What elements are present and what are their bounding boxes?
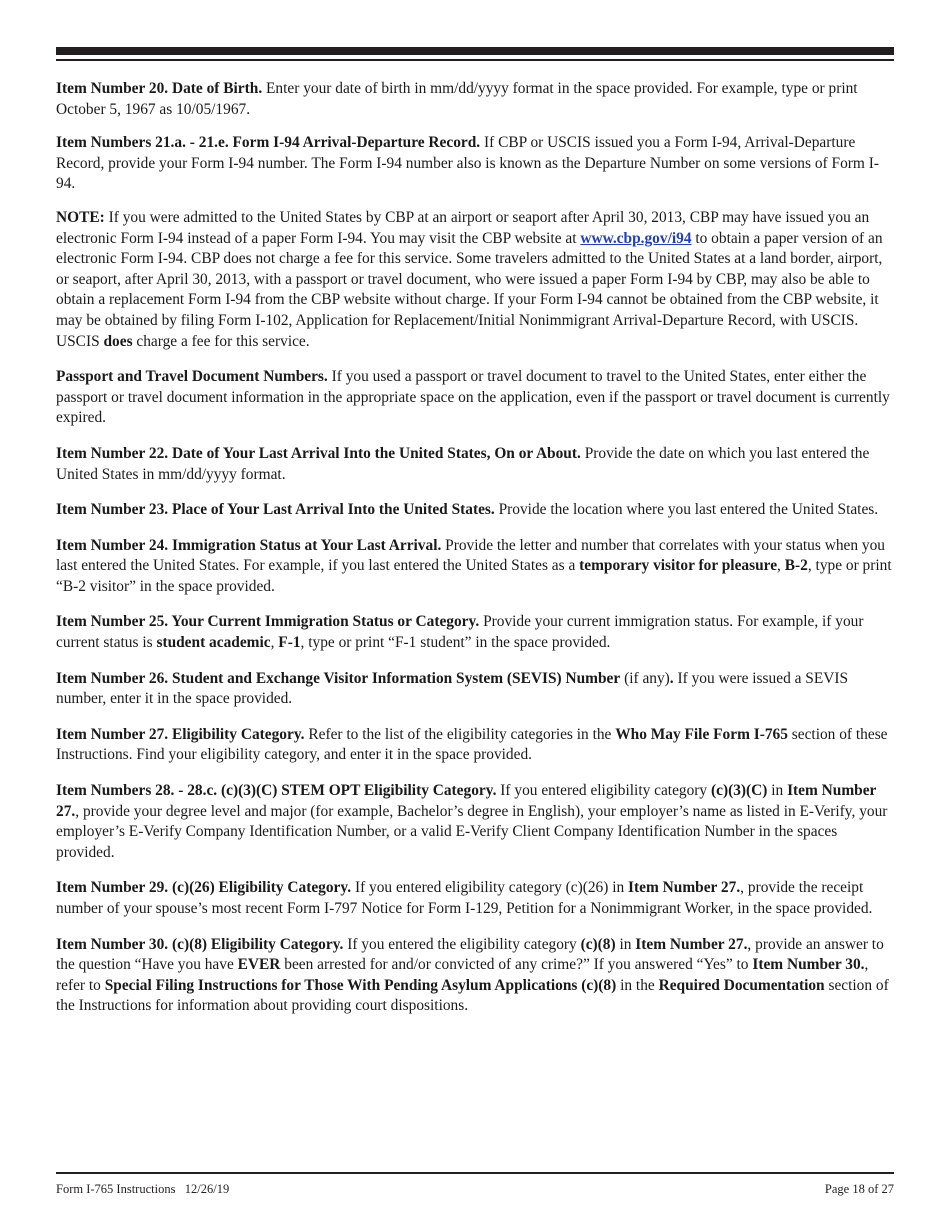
item-21-paragraph: Item Numbers 21.a. - 21.e. Form I-94 Arrival-Departure Record. If CBP or USCIS issued you a Form I-94, Arrival-Departure Record, provide your Form I-94 number. The Form I-94 number also is known as the Departure Number on some versions of Form I-94. [56, 134, 879, 193]
footer-form-edition: Form I-765 Instructions 12/26/19 [56, 1182, 230, 1196]
item-25-heading: Item Number 25. Your Current Immigration Status or Category. [56, 613, 480, 631]
footer-rule [56, 1172, 894, 1174]
passport-heading: Passport and Travel Document Numbers. [56, 368, 328, 386]
document-page [56, 0, 894, 1230]
item-28-heading: Item Numbers 28. - 28.c. (c)(3)(C) STEM OPT Eligibility Category. [56, 782, 497, 800]
item-24-heading: Item Number 24. Immigration Status at Your Last Arrival. [56, 536, 442, 554]
item-29-paragraph: Item Number 29. (c)(26) Eligibility Category. If you entered eligibility category (c)(26) in Item Number 27., provide the receipt number of your spouse’s most recent Form I-797 Notice for Form I-129, Petition for a Nonimmigrant Worker, in the space provided. [56, 879, 873, 917]
page-footer [56, 1182, 894, 1197]
header-rule-thick [56, 47, 894, 55]
item-27-heading: Item Number 27. Eligibility Category. [56, 725, 305, 743]
item-28-paragraph: Item Numbers 28. - 28.c. (c)(3)(C) STEM OPT Eligibility Category. If you entered eligibility category (c)(3)(C) in Item Number 27., provide your degree level and major (for example, Bachelor’s degree in English), your employer’s name as listed in E-Verify, your employer’s E-Verify Company Identification Number, or a valid E-Verify Client Company Identification Number in the spaces provided. [56, 782, 888, 861]
item-23-heading: Item Number 23. Place of Your Last Arrival Into the United States. [56, 501, 495, 519]
item-20-paragraph: Item Number 20. Date of Birth. Enter your date of birth in mm/dd/yyyy format in the space provided. For example, type or print October 5, 1967 as 10/05/1967. [56, 80, 858, 118]
footer-page-number: Page 18 of 27 [824, 1182, 894, 1196]
note-heading: NOTE: [56, 208, 105, 226]
note-paragraph: NOTE: If you were admitted to the United States by CBP at an airport or seaport after April 30, 2013, CBP may have issued you an electronic Form I-94 instead of a paper Form I-94. You may visit the CBP website at www.cbp.gov/i94 to obtain a paper version of an electronic Form I-94. CBP does not charge a fee for this service. Some travelers admitted to the United States at a land border, airport, or seaport, after April 30, 2013, with a passport or travel document, who were issued a paper Form I-94 by CBP, may also be able to obtain a replacement Form I-94 from the CBP website without charge. If your Form I-94 cannot be obtained from the CBP website, it may be obtained by filing Form I-102, Application for Replacement/Initial Nonimmigrant Arrival-Departure Record, with USCIS. USCIS does charge a fee for this service. [56, 208, 883, 350]
item-26-paragraph: Item Number 26. Student and Exchange Visitor Information System (SEVIS) Number (if any). If you were issued a SEVIS number, enter it in the space provided. [56, 669, 849, 708]
item-21-heading: Item Numbers 21.a. - 21.e. Form I-94 Arrival-Departure Record. [56, 134, 481, 152]
item-29-heading: Item Number 29. (c)(26) Eligibility Category. [56, 879, 352, 897]
cbp-website-link[interactable]: www.cbp.gov/i94 [580, 229, 692, 247]
document-body [56, 79, 894, 1032]
item-30-paragraph: Item Number 30. (c)(8) Eligibility Category. If you entered the eligibility category (c)(8) in Item Number 27., provide an answer to the question “Have you have EVER been arrested for and/or convicted of any crime?” If you answered “Yes” to Item Number 30., refer to Special Filing Instructions for Those With Pending Asylum Applications (c)(8) in the Required Documentation section of the Instructions for information about providing court dispositions. [56, 935, 889, 1015]
item-24-paragraph: Item Number 24. Immigration Status at Your Last Arrival. Provide the letter and number that correlates with your status when you last entered the United States. For example, if you last entered the United States as a temporary visitor for pleasure, B-2, type or print “B-2 visitor” in the space provided. [56, 536, 892, 595]
passport-paragraph: Passport and Travel Document Numbers. If you used a passport or travel document to travel to the United States, enter either the passport or travel document information in the appropriate space on the application, even if the passport or travel document is currently expired. [56, 368, 890, 427]
item-23-paragraph: Item Number 23. Place of Your Last Arrival Into the United States. Provide the location where you last entered the United States. [56, 501, 879, 519]
item-26-heading: Item Number 26. Student and Exchange Visitor Information System (SEVIS) Number [56, 669, 621, 687]
item-20-heading: Item Number 20. Date of Birth. [56, 80, 263, 97]
item-27-paragraph: Item Number 27. Eligibility Category. Refer to the list of the eligibility categories in the Who May File Form I-765 section of these Instructions. Find your eligibility category, and enter it in the space provided. [56, 725, 888, 764]
item-25-paragraph: Item Number 25. Your Current Immigration Status or Category. Provide your current immigration status. For example, if your current status is student academic, F-1, type or print “F-1 student” in the space provided. [56, 613, 864, 652]
header-rule-thin [56, 59, 894, 61]
item-30-heading: Item Number 30. (c)(8) Eligibility Category. [56, 935, 344, 953]
item-22-heading: Item Number 22. Date of Your Last Arrival Into the United States, On or About. [56, 444, 581, 462]
item-22-paragraph: Item Number 22. Date of Your Last Arrival Into the United States, On or About. Provide the date on which you last entered the United States in mm/dd/yyyy format. [56, 444, 870, 483]
